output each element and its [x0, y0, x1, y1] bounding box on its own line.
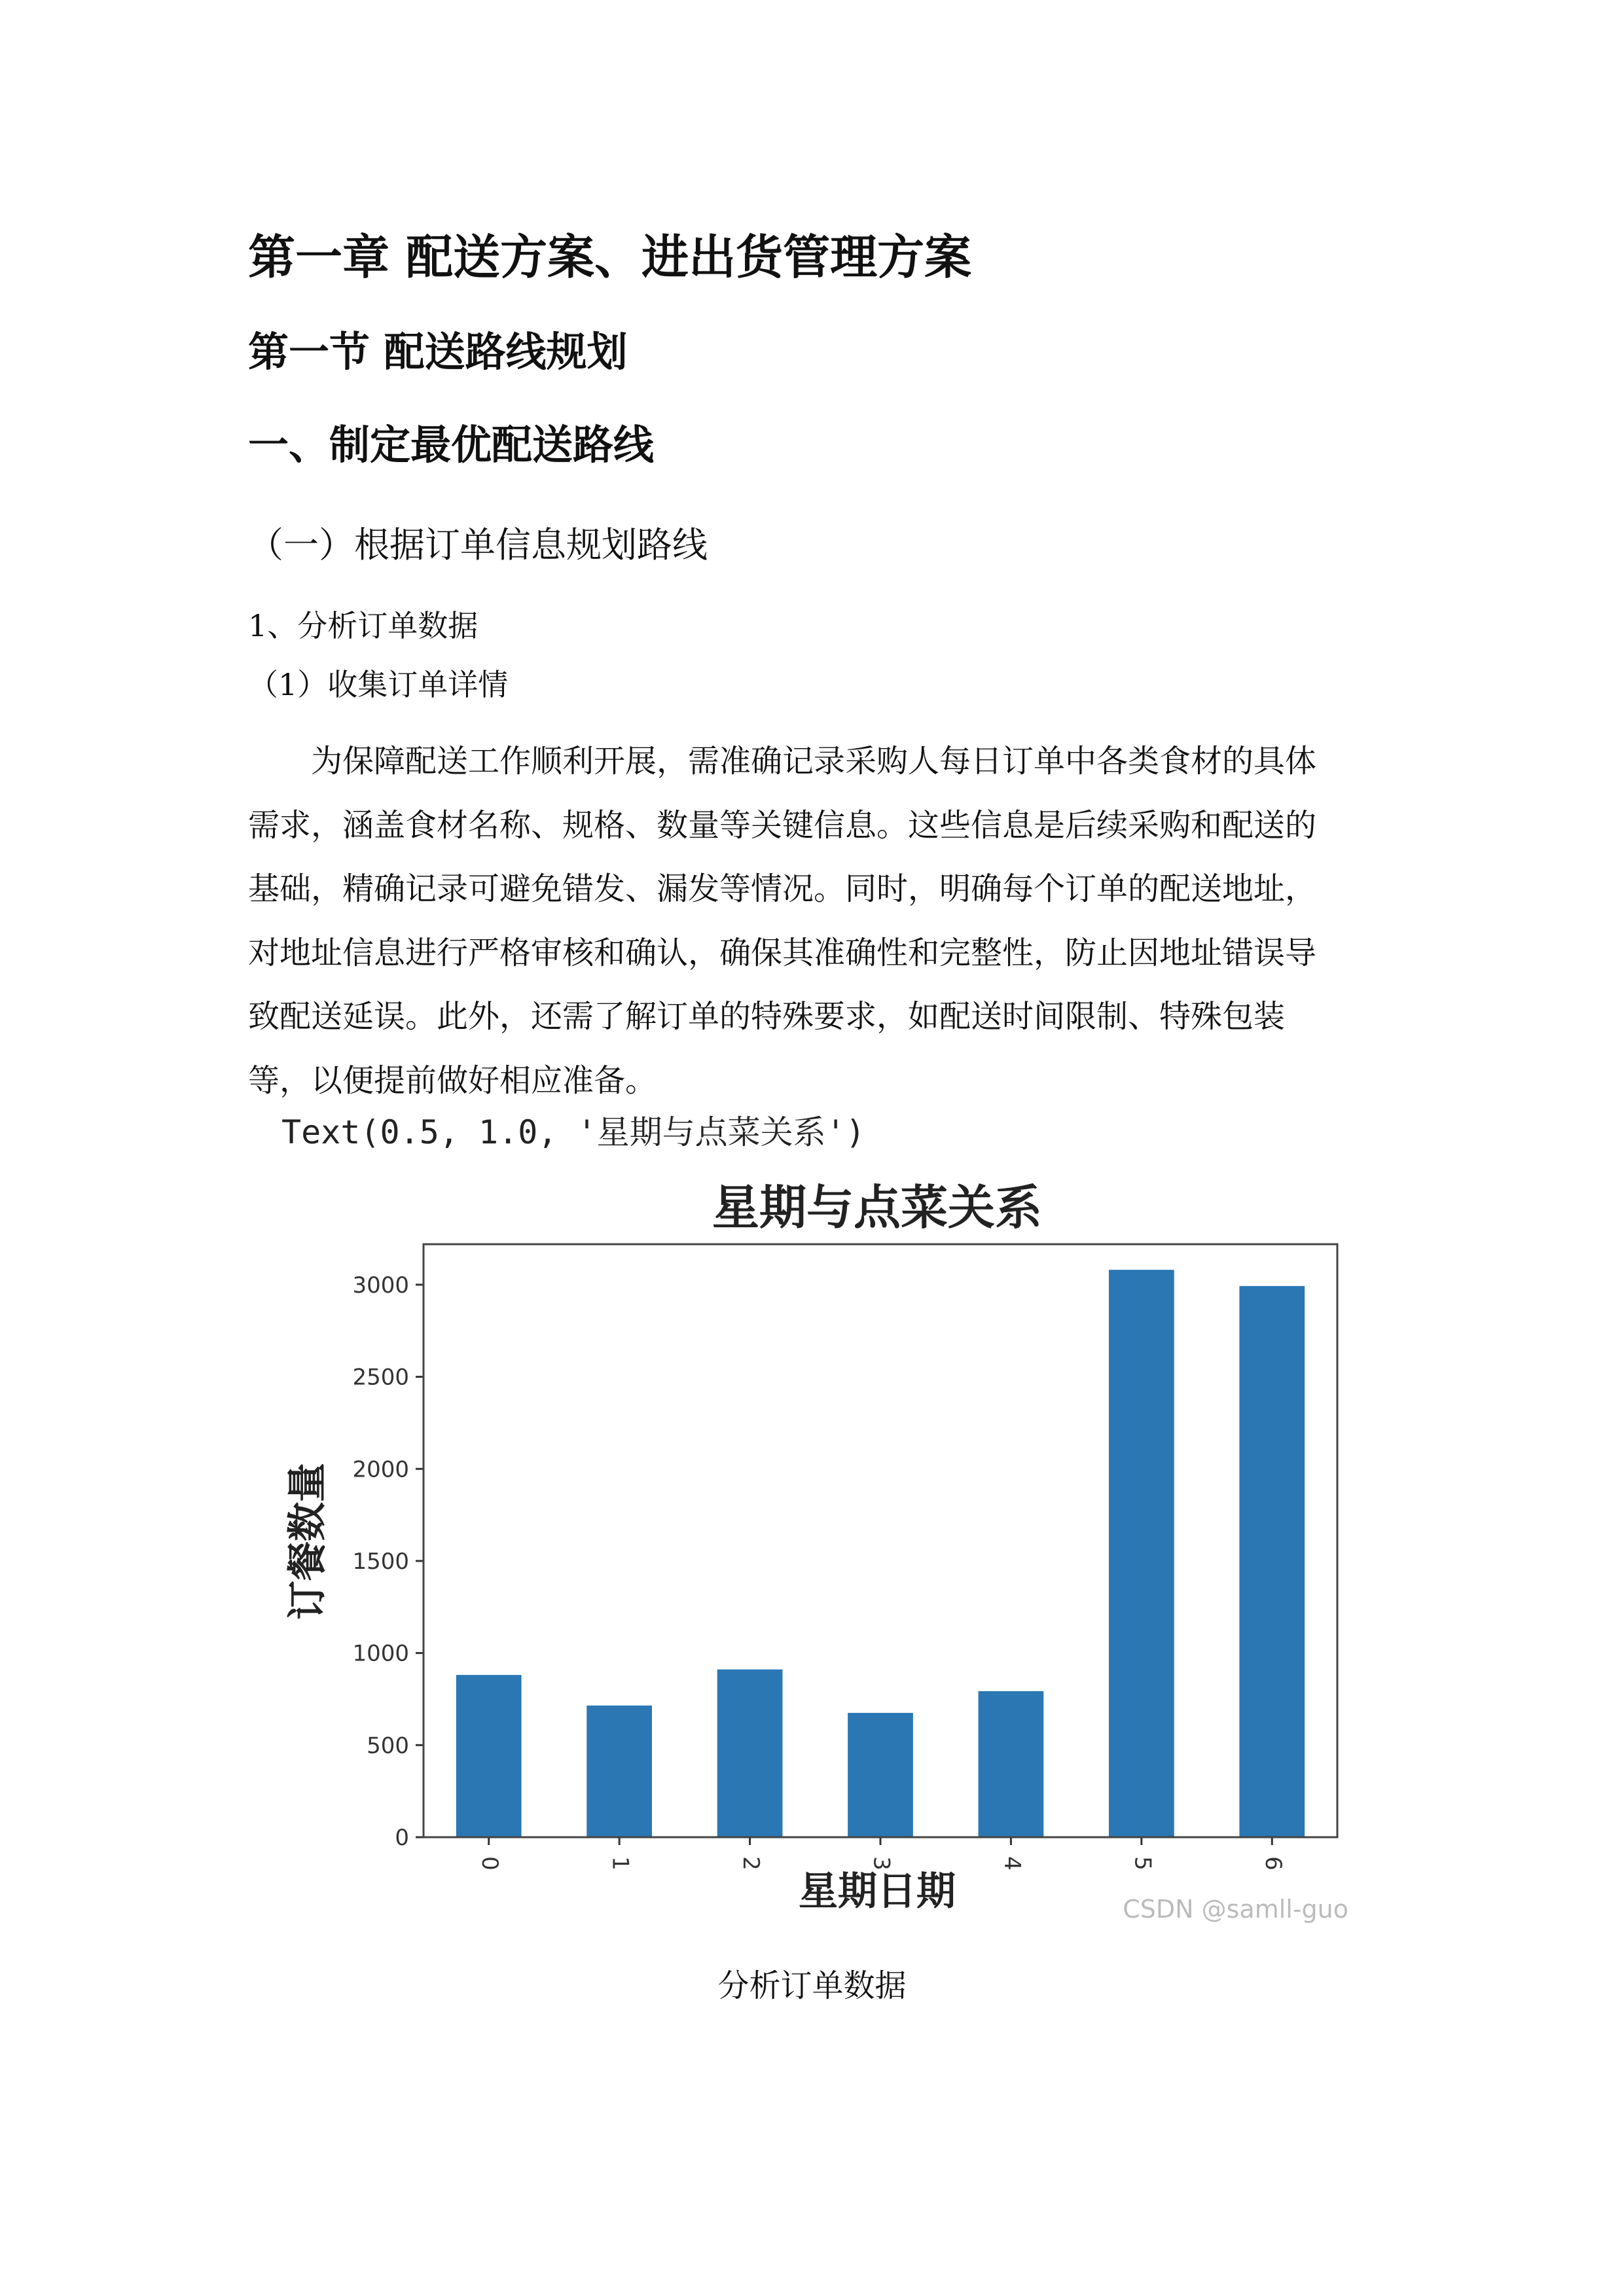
bar-6 [1239, 1286, 1305, 1837]
y-tick-label: 3000 [352, 1272, 409, 1299]
y-tick-label: 500 [367, 1732, 409, 1759]
paragraph-line: 需求，涵盖食材名称、规格、数量等关键信息。这些信息是后续采购和配送的 [248, 806, 1317, 844]
bar-1 [586, 1706, 652, 1837]
x-axis-label: 星期日期 [799, 1869, 956, 1914]
x-tick-label: 3 [868, 1856, 895, 1871]
x-tick-label: 6 [1259, 1856, 1286, 1871]
x-tick-label: 1 [607, 1856, 634, 1871]
paragraph-line: 为保障配送工作顺利开展，需准确记录采购人每日订单中各类食材的具体 [311, 743, 1317, 780]
y-tick-label: 2500 [352, 1364, 409, 1391]
body-paragraph [248, 730, 1374, 1113]
watermark: CSDN @samll-guo [1123, 1895, 1348, 1924]
bar-0 [456, 1675, 522, 1837]
y-axis-label: 订餐数量 [285, 1463, 331, 1620]
subpoint-heading: （1）收集订单详情 [248, 667, 509, 702]
item-heading: （一）根据订单信息规划路线 [248, 524, 708, 565]
y-tick-label: 1500 [352, 1548, 409, 1575]
bar-3 [848, 1713, 913, 1837]
chart-title: 星期与点菜关系 [712, 1180, 1043, 1235]
figure-caption: 分析订单数据 [717, 1967, 907, 2004]
paragraph-line: 对地址信息进行严格审核和确认，确保其准确性和完整性，防止因地址错误导 [248, 934, 1317, 971]
code-output: Text(0.5, 1.0, '星期与点菜关系') [281, 1113, 865, 1151]
x-tick-label: 0 [477, 1856, 503, 1871]
y-tick-label: 0 [395, 1825, 409, 1851]
paragraph-line: 等，以便提前做好相应准备。 [248, 1062, 657, 1099]
y-tick-label: 2000 [352, 1456, 409, 1483]
x-tick-label: 4 [998, 1856, 1025, 1871]
bar-2 [717, 1670, 783, 1837]
y-tick-label: 1000 [352, 1640, 409, 1667]
paragraph-line: 基础，精确记录可避免错发、漏发等情况。同时，明确每个订单的配送地址， [248, 870, 1317, 908]
bar-chart [262, 1165, 1362, 1937]
point-heading: 1、分析订单数据 [248, 608, 478, 643]
subsection-heading: 一、制定最优配送路线 [248, 421, 655, 469]
x-tick-label: 5 [1129, 1856, 1156, 1871]
bar-4 [979, 1691, 1044, 1837]
chapter-heading: 第一章 配送方案、进出货管理方案 [248, 230, 972, 285]
x-tick-label: 2 [738, 1856, 765, 1871]
section-heading: 第一节 配送路线规划 [248, 328, 628, 376]
bar-5 [1109, 1270, 1174, 1837]
paragraph-line: 致配送延误。此外，还需了解订单的特殊要求，如配送时间限制、特殊包装 [248, 998, 1286, 1035]
